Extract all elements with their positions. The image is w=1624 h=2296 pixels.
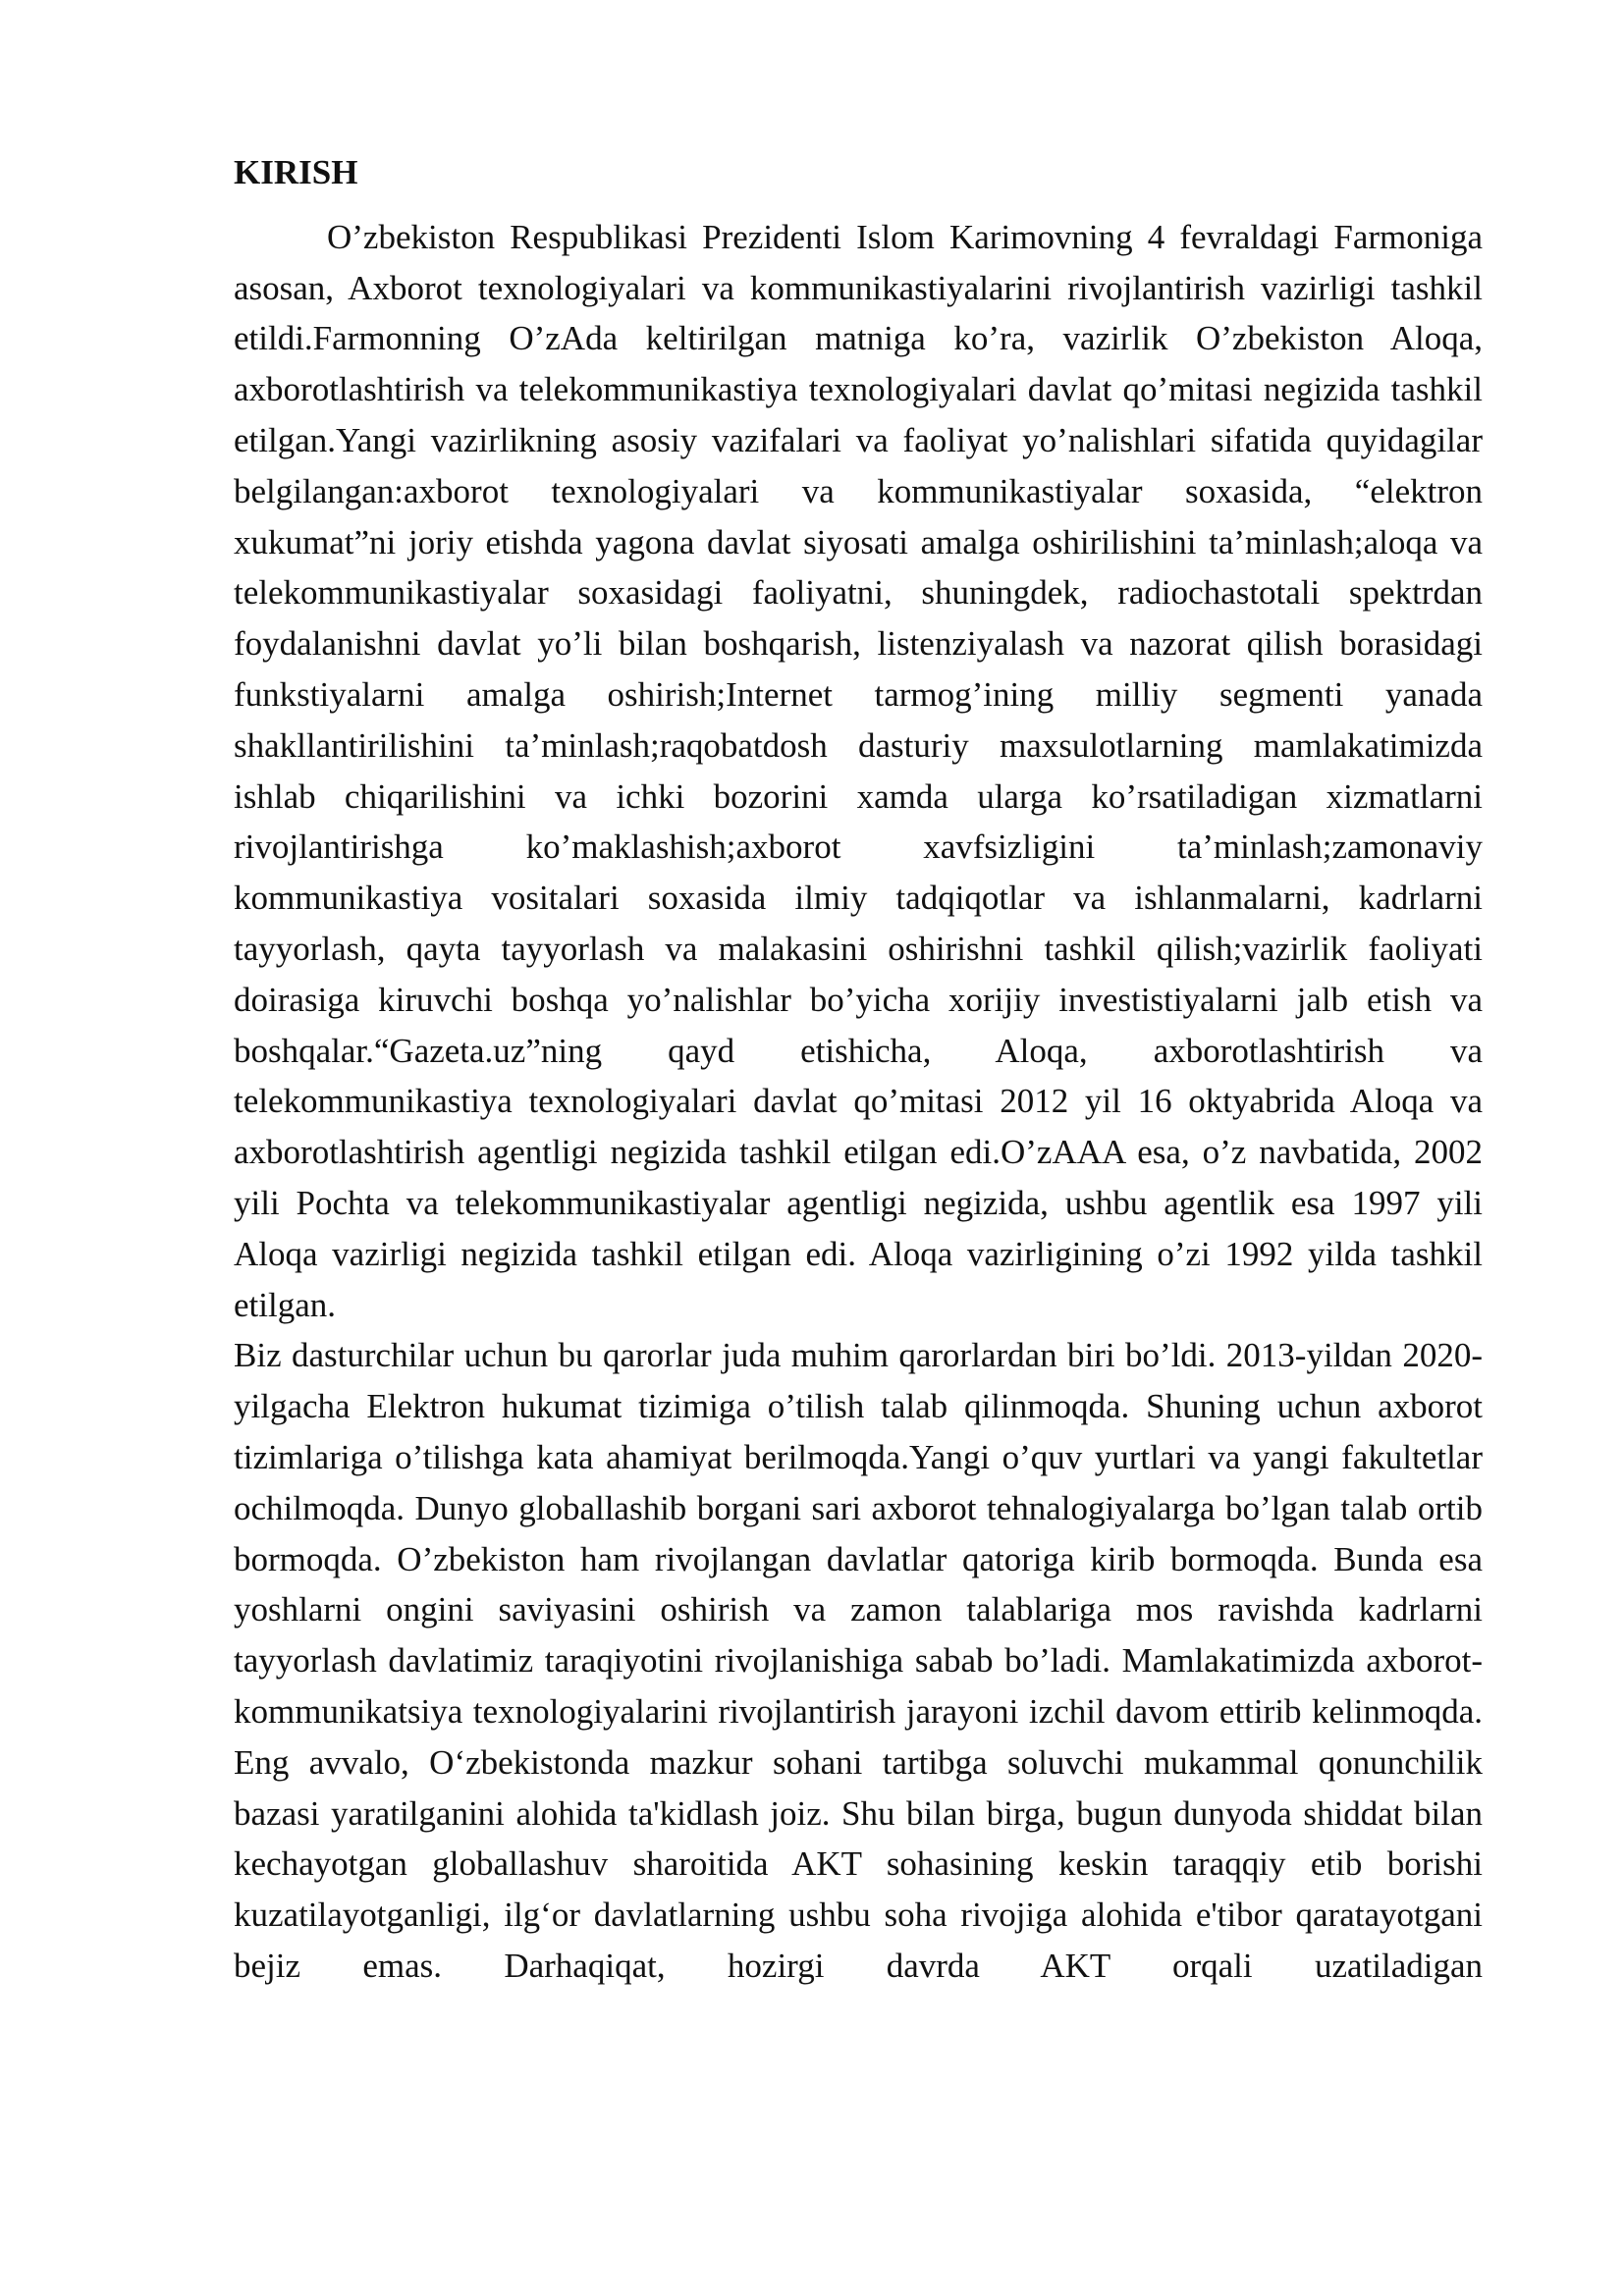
document-body (234, 147, 1483, 1992)
paragraph-2: Biz dasturchilar uchun bu qarorlar juda muhim qarorlardan biri bo’ldi. 2013-yildan 2020-yilgacha Elektron hukumat tizimiga o’tilish talab qilinmoqda. Shuning uchun axborot tizimlariga o’tilishga kata ahamiyat berilmoqda.Yangi o’quv yurtlari va yangi fakultetlar ochilmoqda. Dunyo globallashib borgani sari axborot tehnalogiyalarga bo’lgan talab ortib bormoqda. O’zbekiston ham rivojlangan davlatlar qatoriga kirib bormoqda. Bunda esa yoshlarni ongini saviyasini oshirish va zamon talablariga mos ravishda kadrlarni tayyorlash davlatimiz taraqiyotini rivojlanishiga sabab bo’ladi. Mamlakatimizda axborot-kommunikatsiya texnologiyalarini rivojlantirish jarayoni izchil davom ettirib kelinmoqda. Eng avvalo, O‘zbekistonda mazkur sohani tartibga soluvchi mukammal qonunchilik bazasi yaratilganini alohida ta'kidlash joiz. Shu bilan birga, bugun dunyoda shiddat bilan kechayotgan globallashuv sharoitida AKT sohasining keskin taraqqiy etib borishi kuzatilayotganligi, ilg‘or davlatlarning ushbu soha rivojiga alohida e'tibor qaratayotgani bejiz emas. Darhaqiqat, hozirgi davrda AKT orqali uzatiladigan (234, 1336, 1483, 1985)
paragraph-1: O’zbekiston Respublikasi Prezidenti Islom Karimovning 4 fevraldagi Farmoniga asosan, Axborot texnologiyalari va kommunikastiyalarini rivojlantirish vazirligi tashkil etildi.Farmonning O’zAda keltirilgan matniga ko’ra, vazirlik O’zbekiston Aloqa, axborotlashtirish va telekommunikastiya texnologiyalari davlat qo’mitasi negizida tashkil etilgan.Yangi vazirlikning asosiy vazifalari va faoliyat yo’nalishlari sifatida quyidagilar belgilangan:axborot texnologiyalari va kommunikastiyalar soxasida, “elektron xukumat”ni joriy etishda yagona davlat siyosati amalga oshirilishini ta’minlash;aloqa va telekommunikastiyalar soxasidagi faoliyatni, shuningdek, radiochastotali spektrdan foydalanishni davlat yo’li bilan boshqarish, listenziyalash va nazorat qilish borasidagi funkstiyalarni amalga oshirish;Internet tarmog’ining milliy segmenti yanada shakllantirilishini ta’minlash;raqobatdosh dasturiy maxsulotlarning mamlakatimizda ishlab chiqarilishini va ichki bozorini xamda ularga ko’rsatiladigan xizmatlarni rivojlantirishga ko’maklashish;axborot xavfsizligini ta’minlash;zamonaviy kommunikastiya vositalari soxasida ilmiy tadqiqotlar va ishlanmalarni, kadrlarni tayyorlash, qayta tayyorlash va malakasini oshirishni tashkil qilish;vazirlik faoliyati doirasiga kiruvchi boshqa yo’nalishlar bo’yicha xorijiy investistiyalarni jalb etish va boshqalar.“Gazeta.uz”ning qayd etishicha, Aloqa, axborotlashtirish va telekommunikastiya texnologiyalari davlat qo’mitasi 2012 yil 16 oktyabrida Aloqa va axborotlashtirish agentligi negizida tashkil etilgan edi.O’zAAA esa, o’z navbatida, 2002 yili Pochta va telekommunikastiyalar agentligi negizida, ushbu agentlik esa 1997 yili Aloqa vazirligi negizida tashkil etilgan edi. Aloqa vazirligining o’zi 1992 yilda tashkil etilgan. (234, 217, 1483, 1324)
section-heading: KIRISH (234, 153, 358, 191)
